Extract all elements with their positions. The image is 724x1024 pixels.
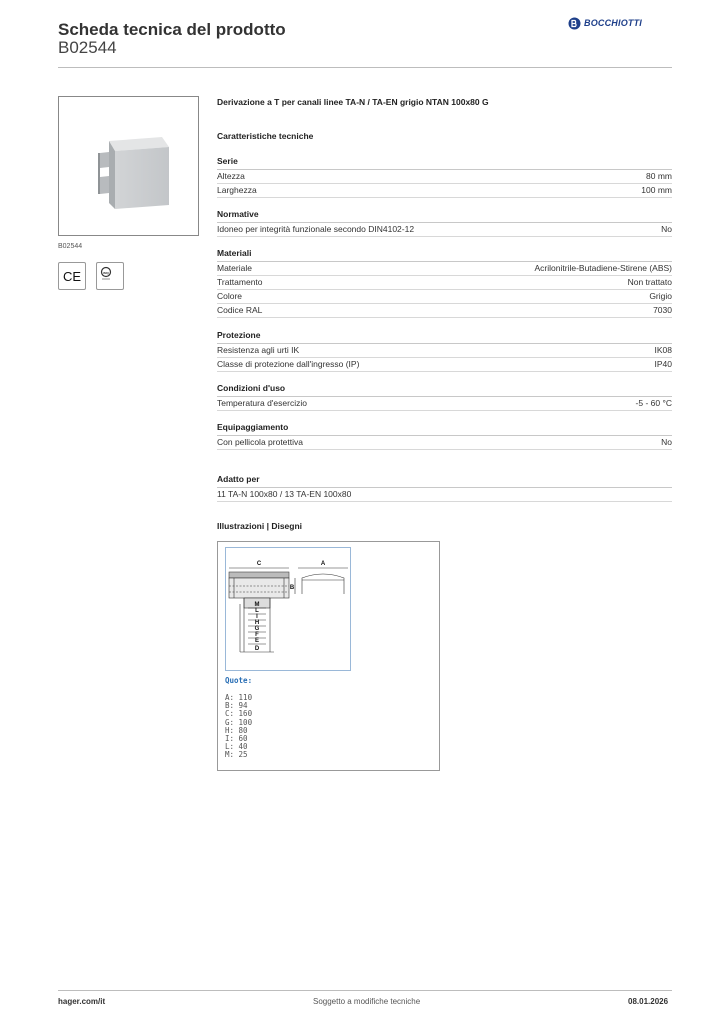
section-heading: Materiali xyxy=(217,248,672,262)
spec-value: 7030 xyxy=(653,305,672,315)
spec-label: Temperatura d'esercizio xyxy=(217,398,307,408)
section-heading: Equipaggiamento xyxy=(217,422,672,436)
quote-item: A: 110 xyxy=(225,693,253,702)
ce-mark-icon xyxy=(59,263,85,289)
brand-logo xyxy=(568,15,658,31)
spec-row xyxy=(217,290,672,304)
quotes-title: Quote: xyxy=(225,676,253,685)
imq-mark xyxy=(96,262,124,290)
quote-item: B: 94 xyxy=(225,701,248,711)
spec-value: Grigio xyxy=(649,291,672,301)
dim-label-l: L xyxy=(255,608,259,614)
footer-divider xyxy=(58,990,672,991)
spec-label: Classe di protezione dall'ingresso (IP) xyxy=(217,359,360,369)
quote-item: I: 60 xyxy=(225,734,248,744)
spec-label: 11 TA-N 100x80 / 13 TA-EN 100x80 xyxy=(217,489,352,499)
spec-row xyxy=(217,358,672,372)
footer-date: 08.01.2026 xyxy=(628,997,669,1006)
product-image-frame xyxy=(58,96,199,236)
dim-label-a: A xyxy=(320,561,326,567)
quote-item: H: 80 xyxy=(225,725,248,735)
spec-label: Idoneo per integrità funzionale secondo DIN4102-12 xyxy=(217,224,415,234)
dim-label-i: I xyxy=(256,614,258,620)
footer-website-link[interactable]: hager.com/it xyxy=(58,997,106,1006)
spec-value: 80 mm xyxy=(646,171,672,181)
quote-item: L: 40 xyxy=(225,742,248,752)
dim-label-g: G xyxy=(254,626,260,632)
spec-row xyxy=(217,488,672,502)
section-protezione xyxy=(217,330,672,372)
quotes-list xyxy=(225,694,252,760)
spec-label: Trattamento xyxy=(217,277,263,287)
dim-label-f: F xyxy=(255,632,259,638)
spec-row xyxy=(217,344,672,358)
section-heading: Adatto per xyxy=(217,474,672,488)
brand-mark-icon xyxy=(568,17,581,30)
spec-value: IP40 xyxy=(654,359,672,369)
header-divider xyxy=(58,67,672,68)
section-equipaggiamento xyxy=(217,422,672,450)
quote-item: G: 100 xyxy=(225,717,253,727)
spec-value: -5 - 60 °C xyxy=(635,398,672,408)
brand-name: BOCCHIOTTI xyxy=(584,18,642,28)
spec-label: Altezza xyxy=(217,171,245,181)
spec-label: Codice RAL xyxy=(217,305,263,315)
dim-label-h: H xyxy=(254,620,260,626)
quote-item: M: 25 xyxy=(225,750,248,760)
spec-label: Colore xyxy=(217,291,243,301)
dim-label-e: E xyxy=(254,638,260,644)
section-condizioni xyxy=(217,383,672,411)
image-caption: B02544 xyxy=(58,243,83,250)
product-title: Derivazione a T per canali linee TA-N / TA-EN grigio NTAN 100x80 G xyxy=(217,97,489,107)
spec-row xyxy=(217,436,672,450)
spec-row xyxy=(217,184,672,198)
spec-value: Non trattato xyxy=(627,277,672,287)
product-code: B02544 xyxy=(58,38,117,57)
section-heading: Normative xyxy=(217,209,672,223)
spec-row xyxy=(217,262,672,276)
spec-label: Larghezza xyxy=(217,185,257,195)
spec-label: Con pellicola protettiva xyxy=(217,437,303,447)
spec-row xyxy=(217,304,672,318)
dim-label-m: M xyxy=(254,602,260,608)
illustrations-title: Illustrazioni | Disegni xyxy=(217,521,303,531)
spec-row xyxy=(217,397,672,411)
ce-label: CE xyxy=(62,269,82,284)
dim-label-c: C xyxy=(256,561,262,567)
page-title: Scheda tecnica del prodotto xyxy=(58,20,286,39)
imq-mark-icon xyxy=(97,263,123,289)
footer-disclaimer: Soggetto a modifiche tecniche xyxy=(313,997,421,1006)
spec-row xyxy=(217,223,672,237)
technical-drawing xyxy=(225,547,351,671)
characteristics-title: Caratteristiche tecniche xyxy=(217,131,314,141)
section-normative xyxy=(217,209,672,237)
dim-label-b: B xyxy=(289,585,295,591)
spec-label: Materiale xyxy=(217,263,252,273)
spec-value: Acrilonitrile-Butadiene-Stirene (ABS) xyxy=(534,263,672,273)
section-adatto xyxy=(217,474,672,502)
spec-value: No xyxy=(661,437,672,447)
technical-drawing-svg xyxy=(226,548,350,670)
quote-item: C: 160 xyxy=(225,709,253,719)
spec-value: 100 mm xyxy=(641,185,672,195)
spec-row xyxy=(217,276,672,290)
product-image xyxy=(59,97,198,235)
section-heading: Serie xyxy=(217,156,672,170)
spec-row xyxy=(217,170,672,184)
section-materiali xyxy=(217,248,672,318)
section-serie xyxy=(217,156,672,198)
spec-value: IK08 xyxy=(654,345,672,355)
section-heading: Condizioni d'uso xyxy=(217,383,672,397)
ce-mark xyxy=(58,262,86,290)
section-heading: Protezione xyxy=(217,330,672,344)
spec-label: Resistenza agli urti IK xyxy=(217,345,300,355)
dim-label-d: D xyxy=(254,646,260,652)
imq-label: IMQ xyxy=(103,270,109,275)
spec-value: No xyxy=(661,224,672,234)
